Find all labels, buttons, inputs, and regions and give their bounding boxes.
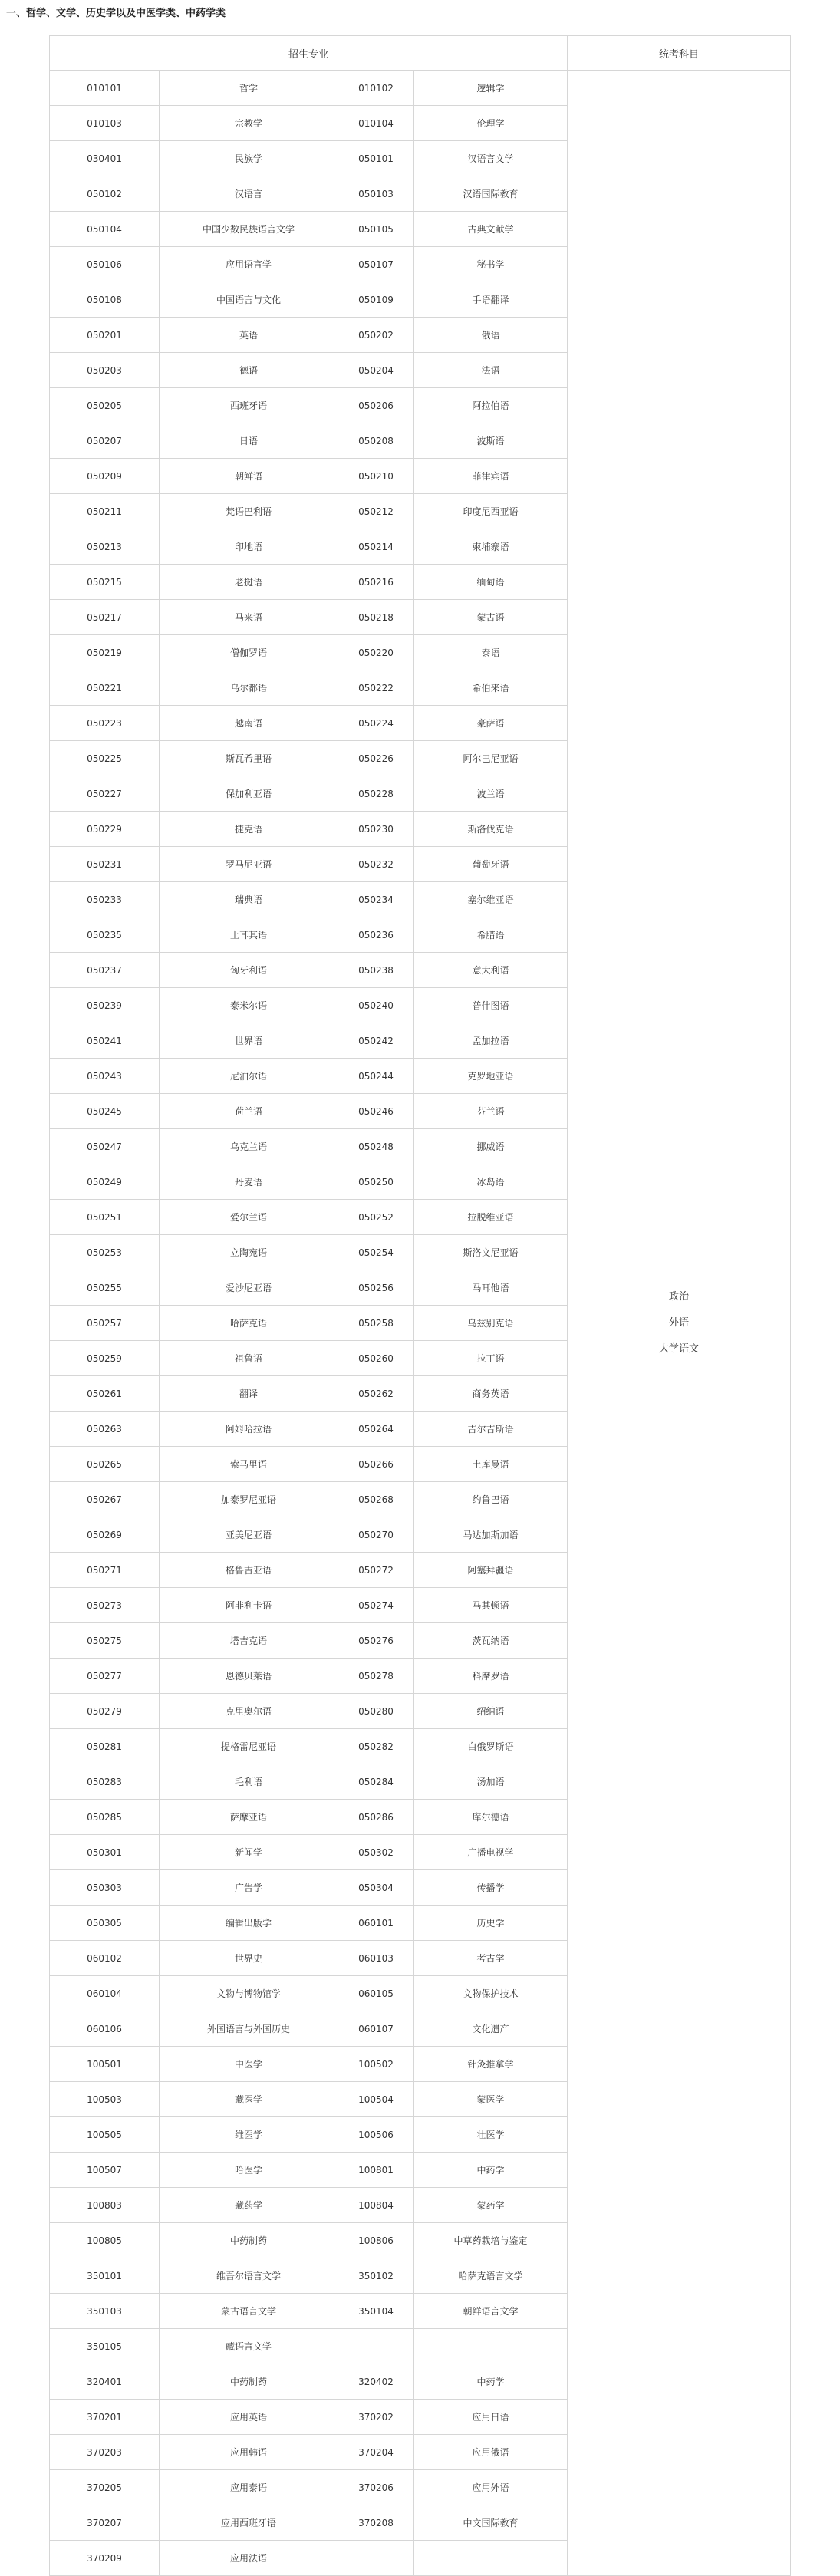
major-name: 希腊语 xyxy=(414,917,568,953)
exam-subject: 大学语文 xyxy=(658,1342,699,1355)
major-name: 世界语 xyxy=(160,1023,338,1059)
major-name: 蒙药学 xyxy=(414,2188,568,2223)
major-code: 050252 xyxy=(338,1200,414,1235)
major-name: 文化遗产 xyxy=(414,2011,568,2047)
major-name xyxy=(414,2541,568,2576)
major-name: 逻辑学 xyxy=(414,71,568,106)
major-code: 050301 xyxy=(50,1835,160,1870)
major-code: 050282 xyxy=(338,1729,414,1764)
major-name: 文物与博物馆学 xyxy=(160,1976,338,2011)
major-name: 茨瓦纳语 xyxy=(414,1623,568,1659)
major-code: 050253 xyxy=(50,1235,160,1270)
major-name: 挪威语 xyxy=(414,1129,568,1164)
major-name: 阿非利卡语 xyxy=(160,1588,338,1623)
major-code: 050212 xyxy=(338,494,414,529)
major-code: 050224 xyxy=(338,706,414,741)
major-code: 050237 xyxy=(50,953,160,988)
major-name: 应用外语 xyxy=(414,2470,568,2505)
major-code: 100502 xyxy=(338,2047,414,2082)
major-name: 蒙古语 xyxy=(414,600,568,635)
major-name: 立陶宛语 xyxy=(160,1235,338,1270)
major-code: 370209 xyxy=(50,2541,160,2576)
major-code: 370204 xyxy=(338,2435,414,2470)
major-name: 毛利语 xyxy=(160,1764,338,1800)
major-name: 藏药学 xyxy=(160,2188,338,2223)
major-code: 050264 xyxy=(338,1412,414,1447)
major-name: 手语翻译 xyxy=(414,282,568,318)
table-row xyxy=(50,71,791,106)
major-code: 050220 xyxy=(338,635,414,670)
major-code: 050255 xyxy=(50,1270,160,1306)
major-name: 冰岛语 xyxy=(414,1164,568,1200)
major-code: 370201 xyxy=(50,2400,160,2435)
major-code: 050228 xyxy=(338,776,414,812)
major-code: 050216 xyxy=(338,565,414,600)
major-code: 050250 xyxy=(338,1164,414,1200)
major-code: 100805 xyxy=(50,2223,160,2258)
major-code: 010103 xyxy=(50,106,160,141)
major-name: 印地语 xyxy=(160,529,338,565)
major-name: 希伯来语 xyxy=(414,670,568,706)
major-name: 历史学 xyxy=(414,1906,568,1941)
major-name: 考古学 xyxy=(414,1941,568,1976)
major-code: 050239 xyxy=(50,988,160,1023)
major-name: 库尔德语 xyxy=(414,1800,568,1835)
major-name: 汉语言文学 xyxy=(414,141,568,176)
major-name: 波兰语 xyxy=(414,776,568,812)
major-name: 缅甸语 xyxy=(414,565,568,600)
major-code: 060105 xyxy=(338,1976,414,2011)
major-name: 宗教学 xyxy=(160,106,338,141)
major-name: 豪萨语 xyxy=(414,706,568,741)
major-code: 050221 xyxy=(50,670,160,706)
major-name: 尼泊尔语 xyxy=(160,1059,338,1094)
major-name: 文物保护技术 xyxy=(414,1976,568,2011)
major-name: 僧伽罗语 xyxy=(160,635,338,670)
major-code: 050304 xyxy=(338,1870,414,1906)
major-name: 马来语 xyxy=(160,600,338,635)
major-code: 050101 xyxy=(338,141,414,176)
major-name: 广告学 xyxy=(160,1870,338,1906)
major-code: 100507 xyxy=(50,2153,160,2188)
major-name: 葡萄牙语 xyxy=(414,847,568,882)
major-code: 370203 xyxy=(50,2435,160,2470)
major-name: 吉尔吉斯语 xyxy=(414,1412,568,1447)
major-name: 应用日语 xyxy=(414,2400,568,2435)
major-code: 050232 xyxy=(338,847,414,882)
major-code: 050235 xyxy=(50,917,160,953)
major-code: 050106 xyxy=(50,247,160,282)
major-code: 370206 xyxy=(338,2470,414,2505)
major-code: 050206 xyxy=(338,388,414,423)
major-code: 050215 xyxy=(50,565,160,600)
major-name: 应用韩语 xyxy=(160,2435,338,2470)
major-code: 100801 xyxy=(338,2153,414,2188)
exam-subject: 外语 xyxy=(668,1316,689,1329)
major-name: 汉语言 xyxy=(160,176,338,212)
major-code: 050285 xyxy=(50,1800,160,1835)
major-name: 秘书学 xyxy=(414,247,568,282)
major-code: 060104 xyxy=(50,1976,160,2011)
major-name: 传播学 xyxy=(414,1870,568,1906)
major-code: 050210 xyxy=(338,459,414,494)
major-name: 哈萨克语 xyxy=(160,1306,338,1341)
major-name: 塔吉克语 xyxy=(160,1623,338,1659)
major-code: 050277 xyxy=(50,1659,160,1694)
major-name: 广播电视学 xyxy=(414,1835,568,1870)
major-code: 050247 xyxy=(50,1129,160,1164)
major-name: 马其顿语 xyxy=(414,1588,568,1623)
major-code: 050218 xyxy=(338,600,414,635)
major-code: 050207 xyxy=(50,423,160,459)
exam-subjects-cell xyxy=(568,71,791,2576)
major-code: 100803 xyxy=(50,2188,160,2223)
major-code: 050217 xyxy=(50,600,160,635)
major-name: 索马里语 xyxy=(160,1447,338,1482)
majors-table xyxy=(49,35,791,2576)
major-name: 西班牙语 xyxy=(160,388,338,423)
major-name: 爱尔兰语 xyxy=(160,1200,338,1235)
major-code: 050302 xyxy=(338,1835,414,1870)
major-code: 050229 xyxy=(50,812,160,847)
major-name: 中国少数民族语言文学 xyxy=(160,212,338,247)
major-code xyxy=(338,2329,414,2364)
major-name: 斯瓦希里语 xyxy=(160,741,338,776)
major-name: 古典文献学 xyxy=(414,212,568,247)
major-code: 050208 xyxy=(338,423,414,459)
major-code: 050203 xyxy=(50,353,160,388)
major-name: 乌克兰语 xyxy=(160,1129,338,1164)
page-heading: 一、哲学、文学、历史学以及中医学类、中药学类 xyxy=(6,8,226,19)
major-code: 050108 xyxy=(50,282,160,318)
major-name: 印度尼西亚语 xyxy=(414,494,568,529)
major-name: 白俄罗斯语 xyxy=(414,1729,568,1764)
major-name: 保加利亚语 xyxy=(160,776,338,812)
major-code: 050223 xyxy=(50,706,160,741)
major-name: 哈萨克语言文学 xyxy=(414,2258,568,2294)
major-name: 中草药栽培与鉴定 xyxy=(414,2223,568,2258)
major-name: 柬埔寨语 xyxy=(414,529,568,565)
major-name: 中药制药 xyxy=(160,2364,338,2400)
major-code: 350102 xyxy=(338,2258,414,2294)
major-name: 中药学 xyxy=(414,2364,568,2400)
major-code: 050272 xyxy=(338,1553,414,1588)
exam-subject: 政治 xyxy=(668,1290,689,1303)
major-name: 维医学 xyxy=(160,2117,338,2153)
header-major: 招生专业 xyxy=(50,36,568,71)
major-code: 100505 xyxy=(50,2117,160,2153)
major-code: 050248 xyxy=(338,1129,414,1164)
major-name: 土耳其语 xyxy=(160,917,338,953)
major-code: 050278 xyxy=(338,1659,414,1694)
major-name: 商务英语 xyxy=(414,1376,568,1412)
header-subject: 统考科目 xyxy=(568,36,791,71)
major-code: 050266 xyxy=(338,1447,414,1482)
major-code: 100806 xyxy=(338,2223,414,2258)
major-code: 050265 xyxy=(50,1447,160,1482)
major-code: 050259 xyxy=(50,1341,160,1376)
major-code: 050245 xyxy=(50,1094,160,1129)
major-code: 050241 xyxy=(50,1023,160,1059)
major-name: 朝鲜语言文学 xyxy=(414,2294,568,2329)
major-name: 丹麦语 xyxy=(160,1164,338,1200)
major-code: 050107 xyxy=(338,247,414,282)
major-name: 匈牙利语 xyxy=(160,953,338,988)
major-name: 应用西班牙语 xyxy=(160,2505,338,2541)
major-code: 050257 xyxy=(50,1306,160,1341)
major-code: 050211 xyxy=(50,494,160,529)
major-name: 针灸推拿学 xyxy=(414,2047,568,2082)
major-code: 050226 xyxy=(338,741,414,776)
major-name: 乌兹别克语 xyxy=(414,1306,568,1341)
major-code: 050268 xyxy=(338,1482,414,1517)
major-name: 斯洛伐克语 xyxy=(414,812,568,847)
major-code: 060106 xyxy=(50,2011,160,2047)
major-code: 350105 xyxy=(50,2329,160,2364)
major-code: 050238 xyxy=(338,953,414,988)
major-name: 萨摩亚语 xyxy=(160,1800,338,1835)
major-code: 350101 xyxy=(50,2258,160,2294)
major-code: 320402 xyxy=(338,2364,414,2400)
major-name: 绍纳语 xyxy=(414,1694,568,1729)
major-code: 050214 xyxy=(338,529,414,565)
major-name: 加泰罗尼亚语 xyxy=(160,1482,338,1517)
major-code: 050219 xyxy=(50,635,160,670)
major-code: 050280 xyxy=(338,1694,414,1729)
major-code: 050279 xyxy=(50,1694,160,1729)
major-name: 马达加斯加语 xyxy=(414,1517,568,1553)
major-code: 050249 xyxy=(50,1164,160,1200)
major-name: 俄语 xyxy=(414,318,568,353)
major-name: 格鲁吉亚语 xyxy=(160,1553,338,1588)
major-code: 050261 xyxy=(50,1376,160,1412)
major-code: 370208 xyxy=(338,2505,414,2541)
major-code: 050227 xyxy=(50,776,160,812)
major-code: 060107 xyxy=(338,2011,414,2047)
major-code: 050105 xyxy=(338,212,414,247)
major-name: 亚美尼亚语 xyxy=(160,1517,338,1553)
major-code: 050305 xyxy=(50,1906,160,1941)
major-code: 370207 xyxy=(50,2505,160,2541)
major-name: 泰米尔语 xyxy=(160,988,338,1023)
major-code: 010104 xyxy=(338,106,414,141)
major-code: 010102 xyxy=(338,71,414,106)
major-name: 法语 xyxy=(414,353,568,388)
major-name: 拉丁语 xyxy=(414,1341,568,1376)
major-name: 日语 xyxy=(160,423,338,459)
major-name: 维吾尔语言文学 xyxy=(160,2258,338,2294)
major-name: 孟加拉语 xyxy=(414,1023,568,1059)
major-name: 应用法语 xyxy=(160,2541,338,2576)
major-name: 阿姆哈拉语 xyxy=(160,1412,338,1447)
major-name: 翻译 xyxy=(160,1376,338,1412)
major-code: 010101 xyxy=(50,71,160,106)
major-code: 050243 xyxy=(50,1059,160,1094)
major-code: 060103 xyxy=(338,1941,414,1976)
major-name: 乌尔都语 xyxy=(160,670,338,706)
major-name: 蒙医学 xyxy=(414,2082,568,2117)
major-name: 壮医学 xyxy=(414,2117,568,2153)
major-code: 060101 xyxy=(338,1906,414,1941)
major-code: 050286 xyxy=(338,1800,414,1835)
major-name: 拉脱维亚语 xyxy=(414,1200,568,1235)
major-code: 050236 xyxy=(338,917,414,953)
major-name: 中国语言与文化 xyxy=(160,282,338,318)
major-code: 050213 xyxy=(50,529,160,565)
table-body xyxy=(50,71,791,2576)
major-code xyxy=(338,2541,414,2576)
major-code: 050271 xyxy=(50,1553,160,1588)
major-code: 320401 xyxy=(50,2364,160,2400)
major-name: 中文国际教育 xyxy=(414,2505,568,2541)
major-code: 050273 xyxy=(50,1588,160,1623)
major-code: 060102 xyxy=(50,1941,160,1976)
major-code: 100504 xyxy=(338,2082,414,2117)
major-code: 050102 xyxy=(50,176,160,212)
major-code: 100501 xyxy=(50,2047,160,2082)
major-code: 100503 xyxy=(50,2082,160,2117)
major-code: 050109 xyxy=(338,282,414,318)
major-name: 哈医学 xyxy=(160,2153,338,2188)
major-name: 土库曼语 xyxy=(414,1447,568,1482)
major-name: 祖鲁语 xyxy=(160,1341,338,1376)
major-code: 050281 xyxy=(50,1729,160,1764)
major-code: 050204 xyxy=(338,353,414,388)
major-name: 编辑出版学 xyxy=(160,1906,338,1941)
major-name: 中药学 xyxy=(414,2153,568,2188)
major-code: 050258 xyxy=(338,1306,414,1341)
major-name: 中药制药 xyxy=(160,2223,338,2258)
major-name: 波斯语 xyxy=(414,423,568,459)
major-name: 罗马尼亚语 xyxy=(160,847,338,882)
major-name: 哲学 xyxy=(160,71,338,106)
major-code: 050230 xyxy=(338,812,414,847)
major-name: 捷克语 xyxy=(160,812,338,847)
major-name: 芬兰语 xyxy=(414,1094,568,1129)
major-name: 汉语国际教育 xyxy=(414,176,568,212)
major-code: 050274 xyxy=(338,1588,414,1623)
major-name: 民族学 xyxy=(160,141,338,176)
major-name: 应用泰语 xyxy=(160,2470,338,2505)
major-name: 荷兰语 xyxy=(160,1094,338,1129)
major-name xyxy=(414,2329,568,2364)
major-code: 050240 xyxy=(338,988,414,1023)
major-code: 050276 xyxy=(338,1623,414,1659)
major-name: 新闻学 xyxy=(160,1835,338,1870)
major-name: 世界史 xyxy=(160,1941,338,1976)
major-code: 050244 xyxy=(338,1059,414,1094)
major-name: 德语 xyxy=(160,353,338,388)
table-header-row xyxy=(50,36,791,71)
major-name: 约鲁巴语 xyxy=(414,1482,568,1517)
major-code: 050234 xyxy=(338,882,414,917)
major-code: 050205 xyxy=(50,388,160,423)
major-name: 藏语言文学 xyxy=(160,2329,338,2364)
major-code: 050270 xyxy=(338,1517,414,1553)
major-name: 老挝语 xyxy=(160,565,338,600)
major-code: 050201 xyxy=(50,318,160,353)
major-code: 050262 xyxy=(338,1376,414,1412)
major-name: 越南语 xyxy=(160,706,338,741)
major-name: 瑞典语 xyxy=(160,882,338,917)
major-code: 050254 xyxy=(338,1235,414,1270)
major-code: 050233 xyxy=(50,882,160,917)
major-code: 050104 xyxy=(50,212,160,247)
major-code: 050246 xyxy=(338,1094,414,1129)
major-code: 370202 xyxy=(338,2400,414,2435)
major-code: 050256 xyxy=(338,1270,414,1306)
major-name: 英语 xyxy=(160,318,338,353)
major-code: 050275 xyxy=(50,1623,160,1659)
major-name: 中医学 xyxy=(160,2047,338,2082)
major-name: 意大利语 xyxy=(414,953,568,988)
major-code: 050202 xyxy=(338,318,414,353)
major-name: 外国语言与外国历史 xyxy=(160,2011,338,2047)
major-name: 提格雷尼亚语 xyxy=(160,1729,338,1764)
major-code: 100506 xyxy=(338,2117,414,2153)
major-name: 阿拉伯语 xyxy=(414,388,568,423)
major-name: 克里奥尔语 xyxy=(160,1694,338,1729)
major-name: 恩德贝莱语 xyxy=(160,1659,338,1694)
major-code: 050231 xyxy=(50,847,160,882)
major-name: 应用俄语 xyxy=(414,2435,568,2470)
major-name: 应用语言学 xyxy=(160,247,338,282)
major-code: 100804 xyxy=(338,2188,414,2223)
major-name: 普什图语 xyxy=(414,988,568,1023)
major-name: 泰语 xyxy=(414,635,568,670)
major-name: 马耳他语 xyxy=(414,1270,568,1306)
major-name: 克罗地亚语 xyxy=(414,1059,568,1094)
major-code: 050209 xyxy=(50,459,160,494)
major-code: 350103 xyxy=(50,2294,160,2329)
major-name: 朝鲜语 xyxy=(160,459,338,494)
major-code: 050242 xyxy=(338,1023,414,1059)
major-code: 050267 xyxy=(50,1482,160,1517)
major-name: 蒙古语言文学 xyxy=(160,2294,338,2329)
major-code: 050284 xyxy=(338,1764,414,1800)
major-name: 塞尔维亚语 xyxy=(414,882,568,917)
major-code: 050283 xyxy=(50,1764,160,1800)
major-code: 050222 xyxy=(338,670,414,706)
major-name: 阿尔巴尼亚语 xyxy=(414,741,568,776)
major-name: 梵语巴利语 xyxy=(160,494,338,529)
major-code: 050269 xyxy=(50,1517,160,1553)
major-code: 050251 xyxy=(50,1200,160,1235)
major-code: 050263 xyxy=(50,1412,160,1447)
major-code: 050303 xyxy=(50,1870,160,1906)
major-code: 350104 xyxy=(338,2294,414,2329)
major-name: 伦理学 xyxy=(414,106,568,141)
major-code: 050225 xyxy=(50,741,160,776)
major-name: 科摩罗语 xyxy=(414,1659,568,1694)
major-name: 汤加语 xyxy=(414,1764,568,1800)
major-name: 菲律宾语 xyxy=(414,459,568,494)
major-name: 应用英语 xyxy=(160,2400,338,2435)
major-name: 斯洛文尼亚语 xyxy=(414,1235,568,1270)
major-name: 阿塞拜疆语 xyxy=(414,1553,568,1588)
major-code: 050103 xyxy=(338,176,414,212)
major-code: 370205 xyxy=(50,2470,160,2505)
major-name: 爱沙尼亚语 xyxy=(160,1270,338,1306)
major-code: 030401 xyxy=(50,141,160,176)
major-code: 050260 xyxy=(338,1341,414,1376)
major-name: 藏医学 xyxy=(160,2082,338,2117)
